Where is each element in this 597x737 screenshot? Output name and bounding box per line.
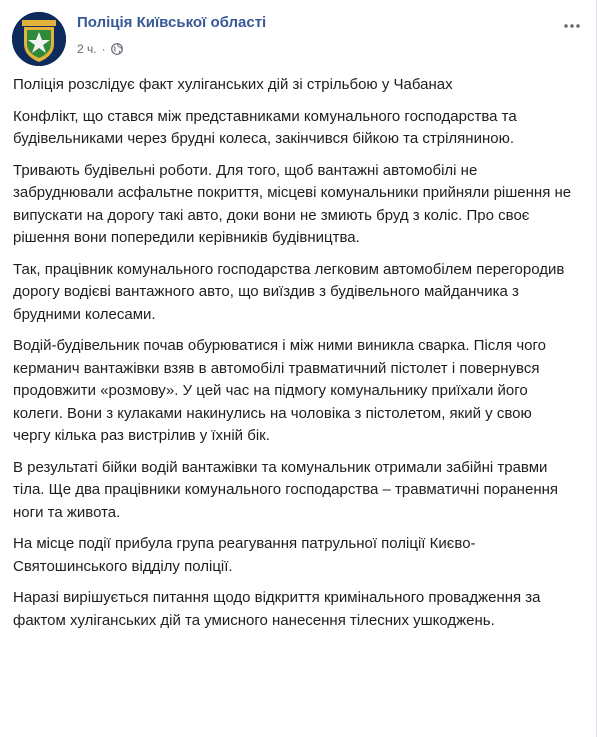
meta-separator: ·	[101, 42, 106, 56]
page-name-link[interactable]: Поліція Київської області	[77, 14, 267, 31]
post-paragraph: Конфлікт, що стався між представниками комунального господарства та будівельниками через брудні колеса, закінчився бійкою та стріляниною.	[13, 107, 517, 147]
post-paragraph: Тривають будівельні роботи. Для того, щоб вантажні автомобілі не забруднювали асфальтне покриття, місцеві комунальники прийняли рішення не випускати на дорогу такі авто, доки вони не змиють бруд з коліс. Про своє рішення вони попередили керівників будівництва.	[13, 161, 572, 246]
post-text	[13, 74, 573, 641]
post-paragraph: На місце події прибула група реагування патрульної поліції Києво-Святошинського відділу поліції.	[13, 535, 476, 575]
page-avatar[interactable]	[12, 12, 66, 66]
post-timestamp[interactable]: 2 ч.	[77, 42, 97, 56]
police-emblem-icon	[12, 12, 66, 66]
post-meta	[77, 42, 123, 56]
post-paragraph: В результаті бійки водій вантажівки та комунальник отримали забійні травми тіла. Ще два працівники комунального господарства – травматичні поранення ноги та живота.	[13, 458, 559, 521]
post-header	[12, 12, 582, 64]
post-title: Поліція розслідує факт хуліганських дій зі стрільбою у Чабанах	[13, 76, 453, 93]
post-paragraph: Так, працівник комунального господарства легковим автомобілем перегородив дорогу водієві вантажного авто, що виїздив з будівельного майданчика з брудними колесами.	[13, 260, 565, 323]
post-paragraph: Наразі вирішується питання щодо відкриття кримінального провадження за фактом хуліганських дій та умисного нанесення тілесних ушкоджень.	[13, 589, 541, 629]
post-paragraph: Водій-будівельник почав обурюватися і між ними виникла сварка. Після чого керманич вантажівки взяв в автомобілі травматичний пістолет і повернувся продовжити «розмову». У цей час на підмогу комунальнику приїхали його колеги. Вони з кулаками накинулись на чоловіка з пістолетом, який у свою чергу кілька раз вистрілив у їхній бік.	[13, 337, 546, 444]
more-options-icon[interactable]	[562, 16, 582, 36]
globe-icon	[111, 43, 123, 55]
